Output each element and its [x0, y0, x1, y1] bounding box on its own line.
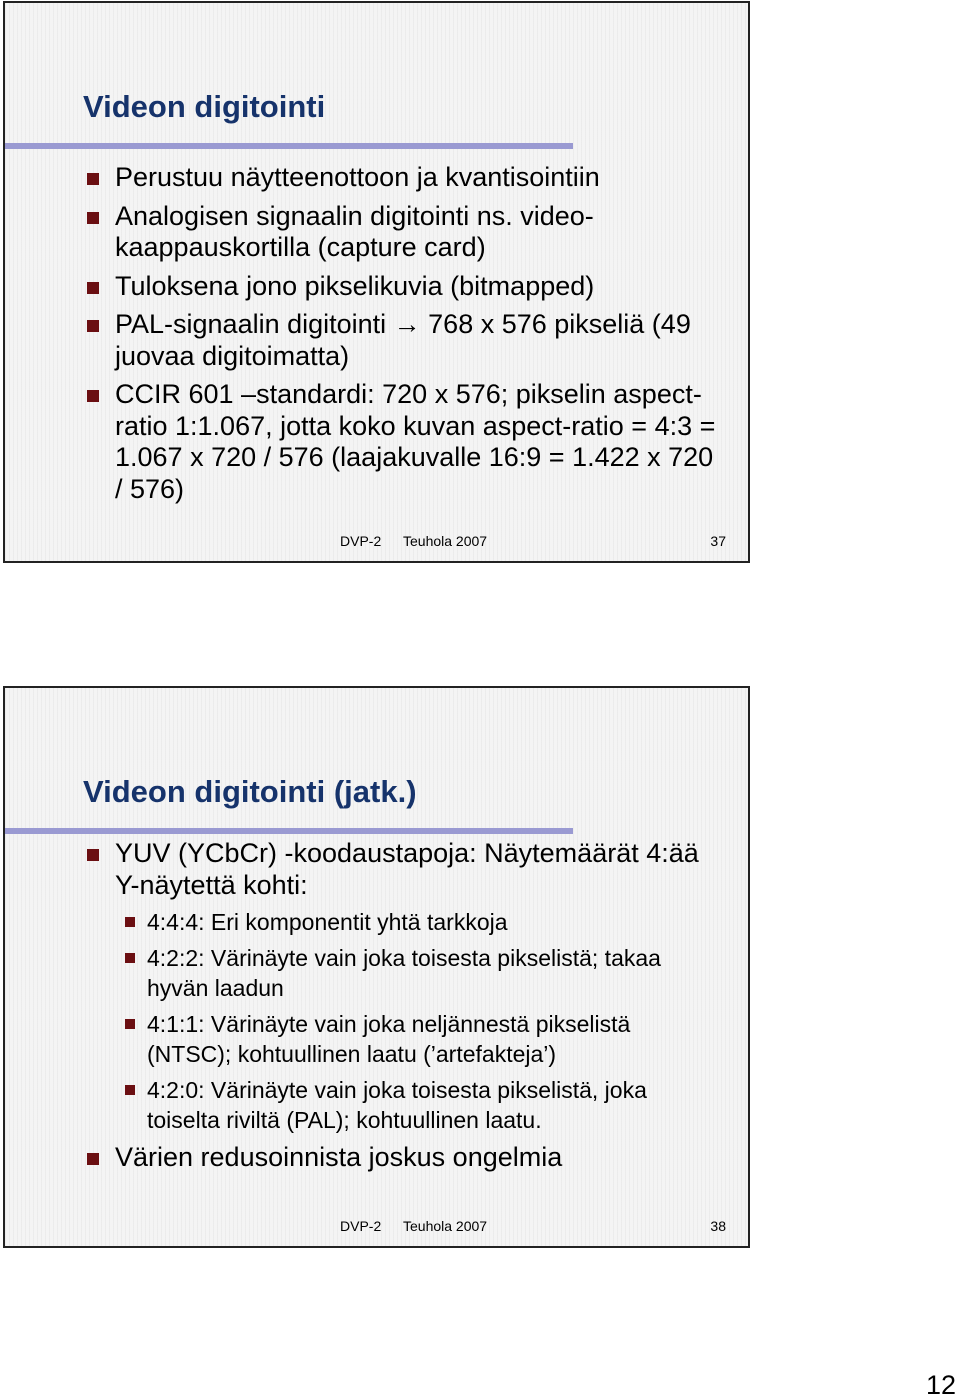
square-bullet-icon — [125, 1019, 135, 1029]
bullet-text: Perustuu näytteenottoon ja kvantisointiin — [115, 162, 600, 192]
footer-author: Teuhola 2007 — [403, 533, 488, 549]
bullet-item — [83, 162, 718, 194]
slide-37 — [3, 1, 750, 563]
sub-bullet-item — [115, 1075, 718, 1135]
slide-title: Videon digitointi — [83, 89, 326, 124]
title-underline — [5, 828, 573, 834]
sub-bullet-list — [115, 907, 718, 1135]
square-bullet-icon — [125, 953, 135, 963]
bullet-item — [83, 1142, 718, 1174]
slide-38 — [3, 686, 750, 1248]
square-bullet-icon — [87, 1153, 99, 1165]
title-underline — [5, 143, 573, 149]
square-bullet-icon — [87, 849, 99, 861]
square-bullet-icon — [87, 212, 99, 224]
bullet-item — [83, 201, 718, 264]
bullet-text: YUV (YCbCr) -koodaustapoja: Näytemäärät 4:ää Y-näytettä kohti: — [115, 838, 699, 900]
bullet-item — [83, 838, 718, 1135]
bullet-list — [83, 838, 718, 1181]
bullet-text: Tuloksena jono pikselikuvia (bitmapped) — [115, 270, 595, 301]
footer-course: DVP-2 — [340, 1218, 382, 1234]
footer-author: Teuhola 2007 — [403, 1218, 488, 1234]
slide-number: 37 — [710, 533, 726, 549]
bullet-item — [83, 271, 718, 303]
slide-title: Videon digitointi (jatk.) — [83, 774, 417, 809]
bullet-text: PAL-signaalin digitointi → 768 x 576 pikseliä (49 juovaa digitoimatta) — [115, 309, 691, 371]
sub-bullet-text: 4:2:2: Värinäyte vain joka toisesta pikselistä; takaa hyvän laadun — [147, 945, 661, 1001]
sub-bullet-text: 4:4:4: Eri komponentit yhtä tarkkoja — [147, 909, 508, 935]
bullet-text: CCIR 601 –standardi: 720 x 576; pikselin aspect-ratio 1:1.067, jotta koko kuvan aspect-ratio = 4:3 = 1.067 x 720 / 576 (laajakuvalle 16:9 = 1.422 x 720 / 576) — [115, 379, 716, 504]
square-bullet-icon — [87, 173, 99, 185]
square-bullet-icon — [87, 320, 99, 332]
page-number: 12 — [925, 1370, 956, 1400]
bullet-list — [83, 162, 718, 512]
slide-number: 38 — [710, 1218, 726, 1234]
bullet-item — [83, 379, 718, 505]
square-bullet-icon — [125, 1085, 135, 1095]
square-bullet-icon — [125, 917, 135, 927]
sub-bullet-item — [115, 943, 718, 1003]
bullet-item — [83, 309, 718, 372]
sub-bullet-item — [115, 1009, 718, 1069]
bullet-text: Värien redusoinnista joskus ongelmia — [115, 1142, 563, 1172]
bullet-text: Analogisen signaalin digitointi ns. video-kaappauskortilla (capture card) — [115, 200, 594, 262]
footer-course: DVP-2 — [340, 533, 382, 549]
sub-bullet-text: 4:1:1: Värinäyte vain joka neljännestä pikselistä (NTSC); kohtuullinen laatu (’artefakteja’) — [147, 1011, 631, 1067]
sub-bullet-text: 4:2:0: Värinäyte vain joka toisesta pikselistä, joka toiselta riviltä (PAL); kohtuullinen laatu. — [147, 1077, 647, 1133]
square-bullet-icon — [87, 282, 99, 294]
square-bullet-icon — [87, 390, 99, 402]
sub-bullet-item — [115, 907, 718, 937]
